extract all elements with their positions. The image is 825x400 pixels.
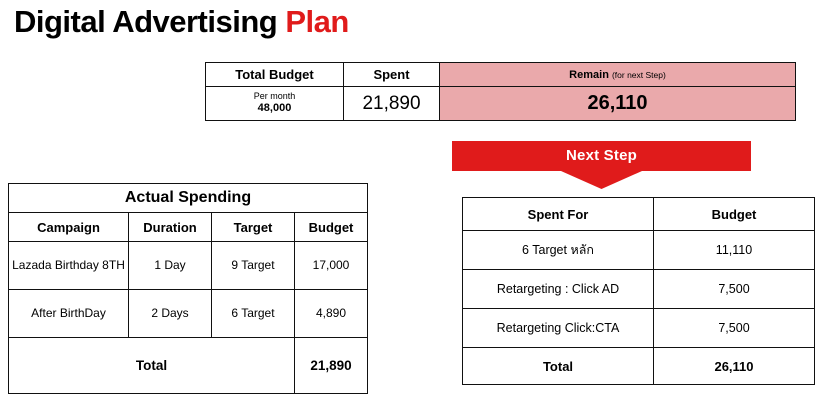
table-row	[9, 290, 368, 338]
column-header-campaign: Campaign	[9, 213, 129, 242]
total-budget-value-cell	[206, 87, 344, 121]
table-header-row	[9, 213, 368, 242]
table-total-row	[463, 348, 815, 385]
cell-duration: 2 Days	[129, 290, 212, 338]
next-total-value: 26,110	[654, 348, 815, 385]
table-row	[9, 242, 368, 290]
remain-label: Remain	[569, 68, 612, 81]
next-total-label: Total	[463, 348, 654, 385]
spent-value: 21,890	[344, 87, 440, 121]
total-budget-value: 48,000	[257, 102, 292, 115]
cell-budget: 4,890	[295, 290, 368, 338]
cell-target: 6 Target	[212, 290, 295, 338]
cell-budget: 17,000	[295, 242, 368, 290]
column-header-spent-for: Spent For	[463, 198, 654, 231]
remain-header	[440, 63, 796, 87]
cell-budget: 7,500	[654, 309, 815, 348]
cell-spent-for: Retargeting : Click AD	[463, 270, 654, 309]
total-budget-header	[206, 63, 344, 87]
page-title-main: Digital Advertising	[14, 4, 286, 39]
next-step-table	[462, 197, 815, 385]
next-step-label: Next Step	[566, 147, 637, 164]
spent-label: Spent	[373, 67, 410, 82]
page-title	[14, 4, 349, 40]
column-header-duration: Duration	[129, 213, 212, 242]
actual-total-label: Total	[9, 338, 295, 394]
cell-spent-for: Retargeting Click:CTA	[463, 309, 654, 348]
table-row	[463, 231, 815, 270]
cell-campaign: Lazada Birthday 8TH	[9, 242, 129, 290]
cell-budget: 7,500	[654, 270, 815, 309]
cell-duration: 1 Day	[129, 242, 212, 290]
table-row	[463, 309, 815, 348]
page-title-accent: Plan	[285, 4, 349, 39]
total-budget-label: Total Budget	[235, 67, 314, 82]
table-total-row	[9, 338, 368, 394]
column-header-budget: Budget	[654, 198, 815, 231]
table-row	[463, 270, 815, 309]
actual-spending-title: Actual Spending	[9, 184, 368, 213]
cell-campaign: After BirthDay	[9, 290, 129, 338]
cell-budget: 11,110	[654, 231, 815, 270]
budget-summary-table	[205, 62, 796, 121]
cell-target: 9 Target	[212, 242, 295, 290]
total-budget-sub: Per month	[253, 91, 296, 101]
cell-spent-for: 6 Target หลัก	[463, 231, 654, 270]
remain-label-note: (for next Step)	[611, 69, 666, 80]
actual-spending-table	[8, 183, 368, 394]
spent-header	[344, 63, 440, 87]
actual-total-value: 21,890	[295, 338, 368, 394]
column-header-target: Target	[212, 213, 295, 242]
table-header-row	[463, 198, 815, 231]
column-header-budget: Budget	[295, 213, 368, 242]
next-step-arrow	[452, 141, 751, 189]
remain-value: 26,110	[440, 87, 796, 121]
